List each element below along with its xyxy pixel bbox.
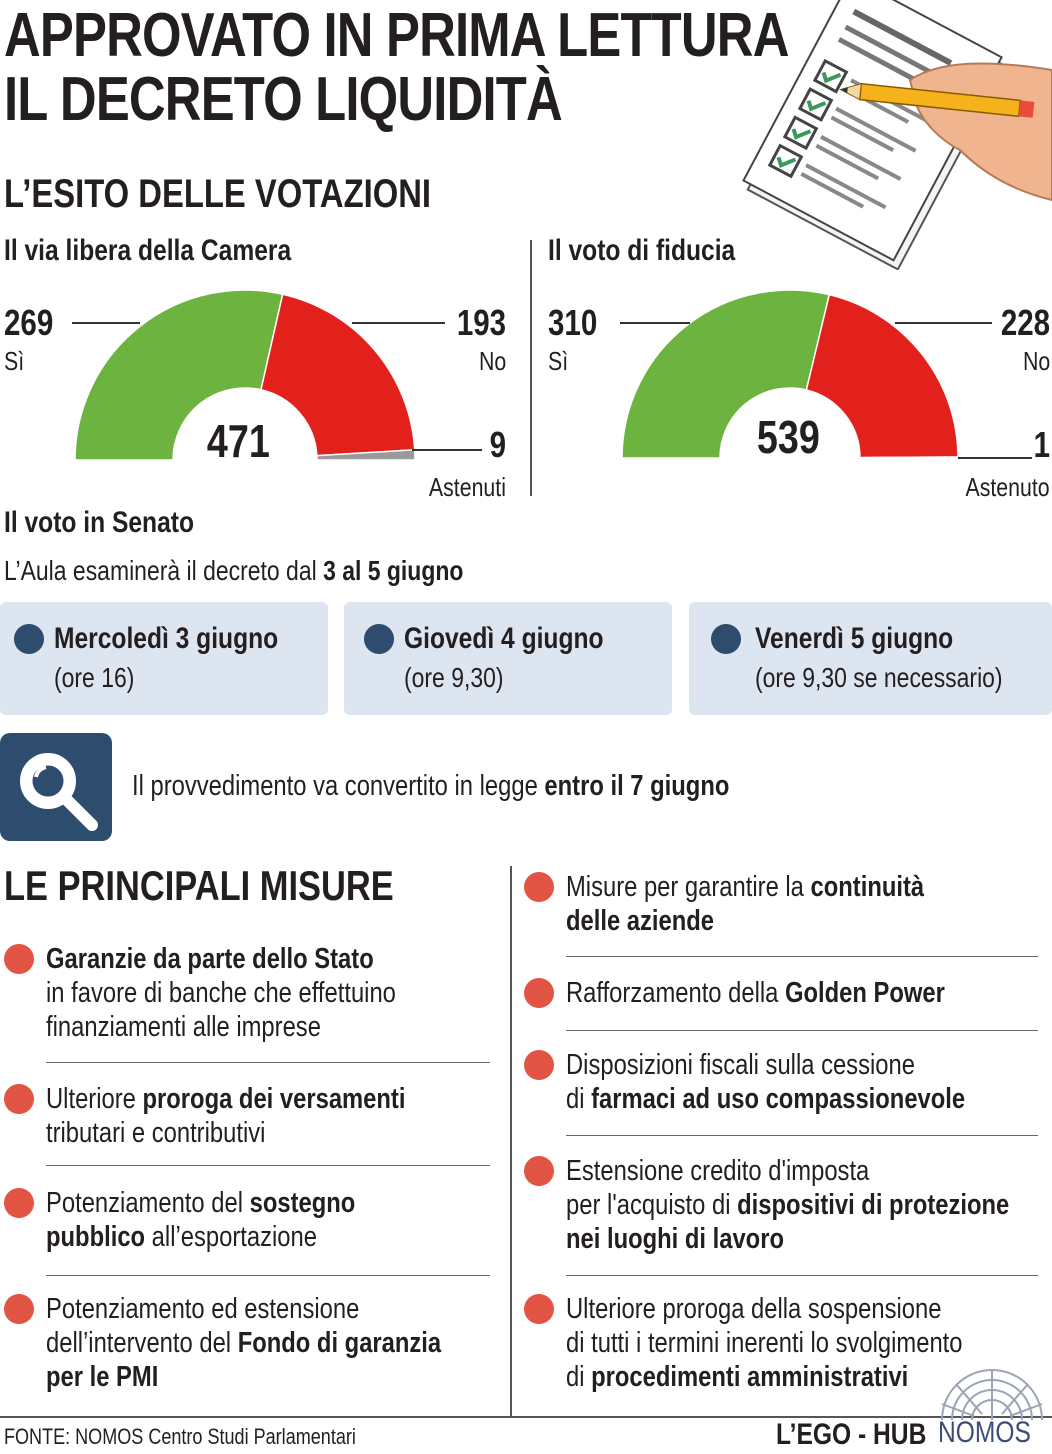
slice-astenuto bbox=[860, 457, 958, 458]
chart1-si-value: 269 bbox=[4, 302, 54, 343]
day-3-title: Venerdì 5 giugno bbox=[755, 622, 954, 655]
senato-intro-plain: L’Aula esaminerà il decreto dal bbox=[4, 555, 324, 586]
measure-text: di bbox=[566, 1361, 592, 1393]
measure-bold-text: pubblico bbox=[46, 1221, 146, 1253]
footer-brand: L’EGO - HUB bbox=[776, 1418, 927, 1451]
measure-item bbox=[566, 1048, 1052, 1116]
day-1-title: Mercoledì 3 giugno bbox=[54, 622, 279, 655]
measure-bold-text: sostegno bbox=[249, 1187, 356, 1219]
measure-bold-text: continuità bbox=[810, 871, 925, 903]
charts-divider bbox=[530, 240, 532, 496]
measure-item bbox=[566, 1154, 1052, 1256]
measure-bold-text: per le PMI bbox=[46, 1361, 159, 1393]
chart2-heading bbox=[548, 234, 776, 268]
bullet-dot bbox=[524, 1050, 554, 1080]
note-plain: Il provvedimento va convertito in legge bbox=[132, 770, 545, 802]
chart1-title: Il via libera della Camera bbox=[4, 234, 292, 267]
chart2-ast-value: 1 bbox=[1033, 424, 1050, 465]
measure-line bbox=[46, 1186, 355, 1220]
nomos-logo-text: NOMOS bbox=[938, 1416, 1031, 1449]
item-divider bbox=[566, 956, 1038, 957]
day-2-time: (ore 9,30) bbox=[404, 662, 504, 693]
measure-line bbox=[566, 1154, 869, 1188]
measure-text: Estensione credito d'imposta bbox=[566, 1155, 870, 1187]
measure-text: Ulteriore bbox=[46, 1083, 143, 1115]
measure-text: Misure per garantire la bbox=[566, 871, 811, 903]
measure-line bbox=[566, 1292, 941, 1326]
measure-bold-text: Golden Power bbox=[784, 977, 945, 1009]
item-divider bbox=[566, 1135, 1038, 1136]
measure-text: all’esportazione bbox=[145, 1221, 317, 1253]
title-line-2: IL DECRETO LIQUIDITÀ bbox=[4, 65, 562, 134]
measure-line bbox=[46, 1292, 359, 1326]
chart1-ast-value: 9 bbox=[489, 424, 506, 465]
chart1-ast-label: Astenuti bbox=[428, 472, 506, 502]
bullet-dot bbox=[14, 624, 44, 654]
bullet-dot bbox=[524, 978, 554, 1008]
item-divider bbox=[566, 1275, 1038, 1276]
senato-intro-bold: 3 al 5 giugno bbox=[323, 555, 464, 586]
bullet-dot bbox=[524, 872, 554, 902]
bullet-dot bbox=[4, 1188, 34, 1218]
misure-heading: LE PRINCIPALI MISURE bbox=[4, 862, 394, 909]
bullet-dot bbox=[364, 624, 394, 654]
measure-line bbox=[566, 1188, 1009, 1222]
item-divider bbox=[46, 1275, 490, 1276]
measure-line bbox=[46, 1082, 405, 1116]
measure-line bbox=[46, 976, 396, 1010]
measure-text: di bbox=[566, 1083, 592, 1115]
measure-text: Ulteriore proroga della sospensione bbox=[566, 1293, 942, 1325]
day-3-time: (ore 9,30 se necessario) bbox=[755, 662, 1003, 693]
measure-bold-text: Fondo di garanzia bbox=[237, 1327, 442, 1359]
chart2-si-value: 310 bbox=[548, 302, 598, 343]
measure-text: Potenziamento del bbox=[46, 1187, 250, 1219]
measure-item bbox=[46, 1292, 528, 1394]
measure-bold-text: procedimenti amministrativi bbox=[591, 1361, 909, 1393]
measure-text: Rafforzamento della bbox=[566, 977, 785, 1009]
subtitle-text: L’ESITO DELLE VOTAZIONI bbox=[4, 172, 432, 216]
chart1-no-value: 193 bbox=[456, 302, 506, 343]
senato-heading: Il voto in Senato bbox=[4, 506, 194, 539]
footer-source: FONTE: NOMOS Centro Studi Parlamentari bbox=[4, 1424, 356, 1449]
nomos-logo-icon bbox=[934, 1358, 1050, 1424]
chart1-heading bbox=[4, 234, 354, 268]
measure-line bbox=[46, 1360, 158, 1394]
measure-bold-text: proroga dei versamenti bbox=[142, 1083, 406, 1115]
item-divider bbox=[46, 1062, 490, 1063]
measure-line bbox=[46, 1116, 265, 1150]
chart2-title: Il voto di fiducia bbox=[548, 234, 736, 267]
bullet-dot bbox=[4, 944, 34, 974]
item-divider bbox=[46, 1165, 490, 1166]
day-1-time: (ore 16) bbox=[54, 662, 135, 693]
bullet-dot bbox=[524, 1156, 554, 1186]
measure-item bbox=[566, 870, 1003, 938]
bullet-dot bbox=[4, 1084, 34, 1114]
measure-bold-text: delle aziende bbox=[566, 905, 715, 937]
search-icon bbox=[0, 733, 112, 841]
measure-text: tributari e contributivi bbox=[46, 1117, 266, 1149]
voting-sheet-illustration bbox=[690, 0, 1052, 270]
measure-line bbox=[46, 1326, 441, 1360]
measure-text: Disposizioni fiscali sulla cessione bbox=[566, 1049, 915, 1081]
chart2-ast-label: Astenuto bbox=[965, 472, 1050, 502]
note-text bbox=[132, 770, 861, 803]
chart2-no-value: 228 bbox=[1000, 302, 1050, 343]
measure-bold-text: farmaci ad uso compassionevole bbox=[591, 1083, 966, 1115]
chart2-no-label: No bbox=[1022, 346, 1050, 376]
measure-bold-text: nei luoghi di lavoro bbox=[566, 1223, 784, 1255]
bullet-dot bbox=[524, 1294, 554, 1324]
measure-item bbox=[46, 1082, 484, 1150]
measure-line bbox=[566, 1360, 908, 1394]
chart1-no-label: No bbox=[478, 346, 506, 376]
measure-line bbox=[566, 1326, 963, 1360]
measure-line bbox=[566, 904, 714, 938]
measure-item bbox=[46, 942, 473, 1044]
measure-line bbox=[46, 942, 374, 976]
measure-text: finanziamenti alle imprese bbox=[46, 1011, 321, 1043]
measure-text: in favore di banche che effettuino bbox=[46, 977, 396, 1009]
chart2-total: 539 bbox=[756, 411, 820, 463]
chart1-si-label: Sì bbox=[4, 346, 25, 376]
senato-intro bbox=[4, 555, 564, 587]
day-box-2 bbox=[344, 602, 672, 715]
day-2-title: Giovedì 4 giugno bbox=[404, 622, 604, 655]
section-subtitle bbox=[4, 172, 525, 217]
measure-line bbox=[566, 976, 945, 1010]
bullet-dot bbox=[711, 624, 741, 654]
chart1-total: 471 bbox=[206, 415, 270, 467]
measure-text: di tutti i termini inerenti lo svolgimento bbox=[566, 1327, 963, 1359]
measure-text: dell’intervento del bbox=[46, 1327, 238, 1359]
measure-item bbox=[46, 1186, 423, 1254]
title-line-1: APPROVATO IN PRIMA LETTURA bbox=[4, 1, 789, 70]
measure-bold-text: dispositivi di protezione bbox=[737, 1189, 1010, 1221]
measure-text: per l'acquisto di bbox=[566, 1189, 738, 1221]
measure-item bbox=[566, 976, 1028, 1010]
item-divider bbox=[566, 1030, 1038, 1031]
measure-line bbox=[566, 870, 924, 904]
measure-line bbox=[566, 1082, 965, 1116]
measure-line bbox=[46, 1010, 321, 1044]
chart2-si-label: Sì bbox=[548, 346, 569, 376]
note-bold: entro il 7 giugno bbox=[544, 770, 730, 802]
measure-line bbox=[46, 1220, 317, 1254]
bullet-dot bbox=[4, 1294, 34, 1324]
measure-line bbox=[566, 1048, 915, 1082]
day-box-1 bbox=[0, 602, 328, 715]
day-box-3 bbox=[689, 602, 1052, 715]
measure-bold-text: Garanzie da parte dello Stato bbox=[46, 943, 374, 975]
measure-text: Potenziamento ed estensione bbox=[46, 1293, 360, 1325]
measure-line bbox=[566, 1222, 784, 1256]
